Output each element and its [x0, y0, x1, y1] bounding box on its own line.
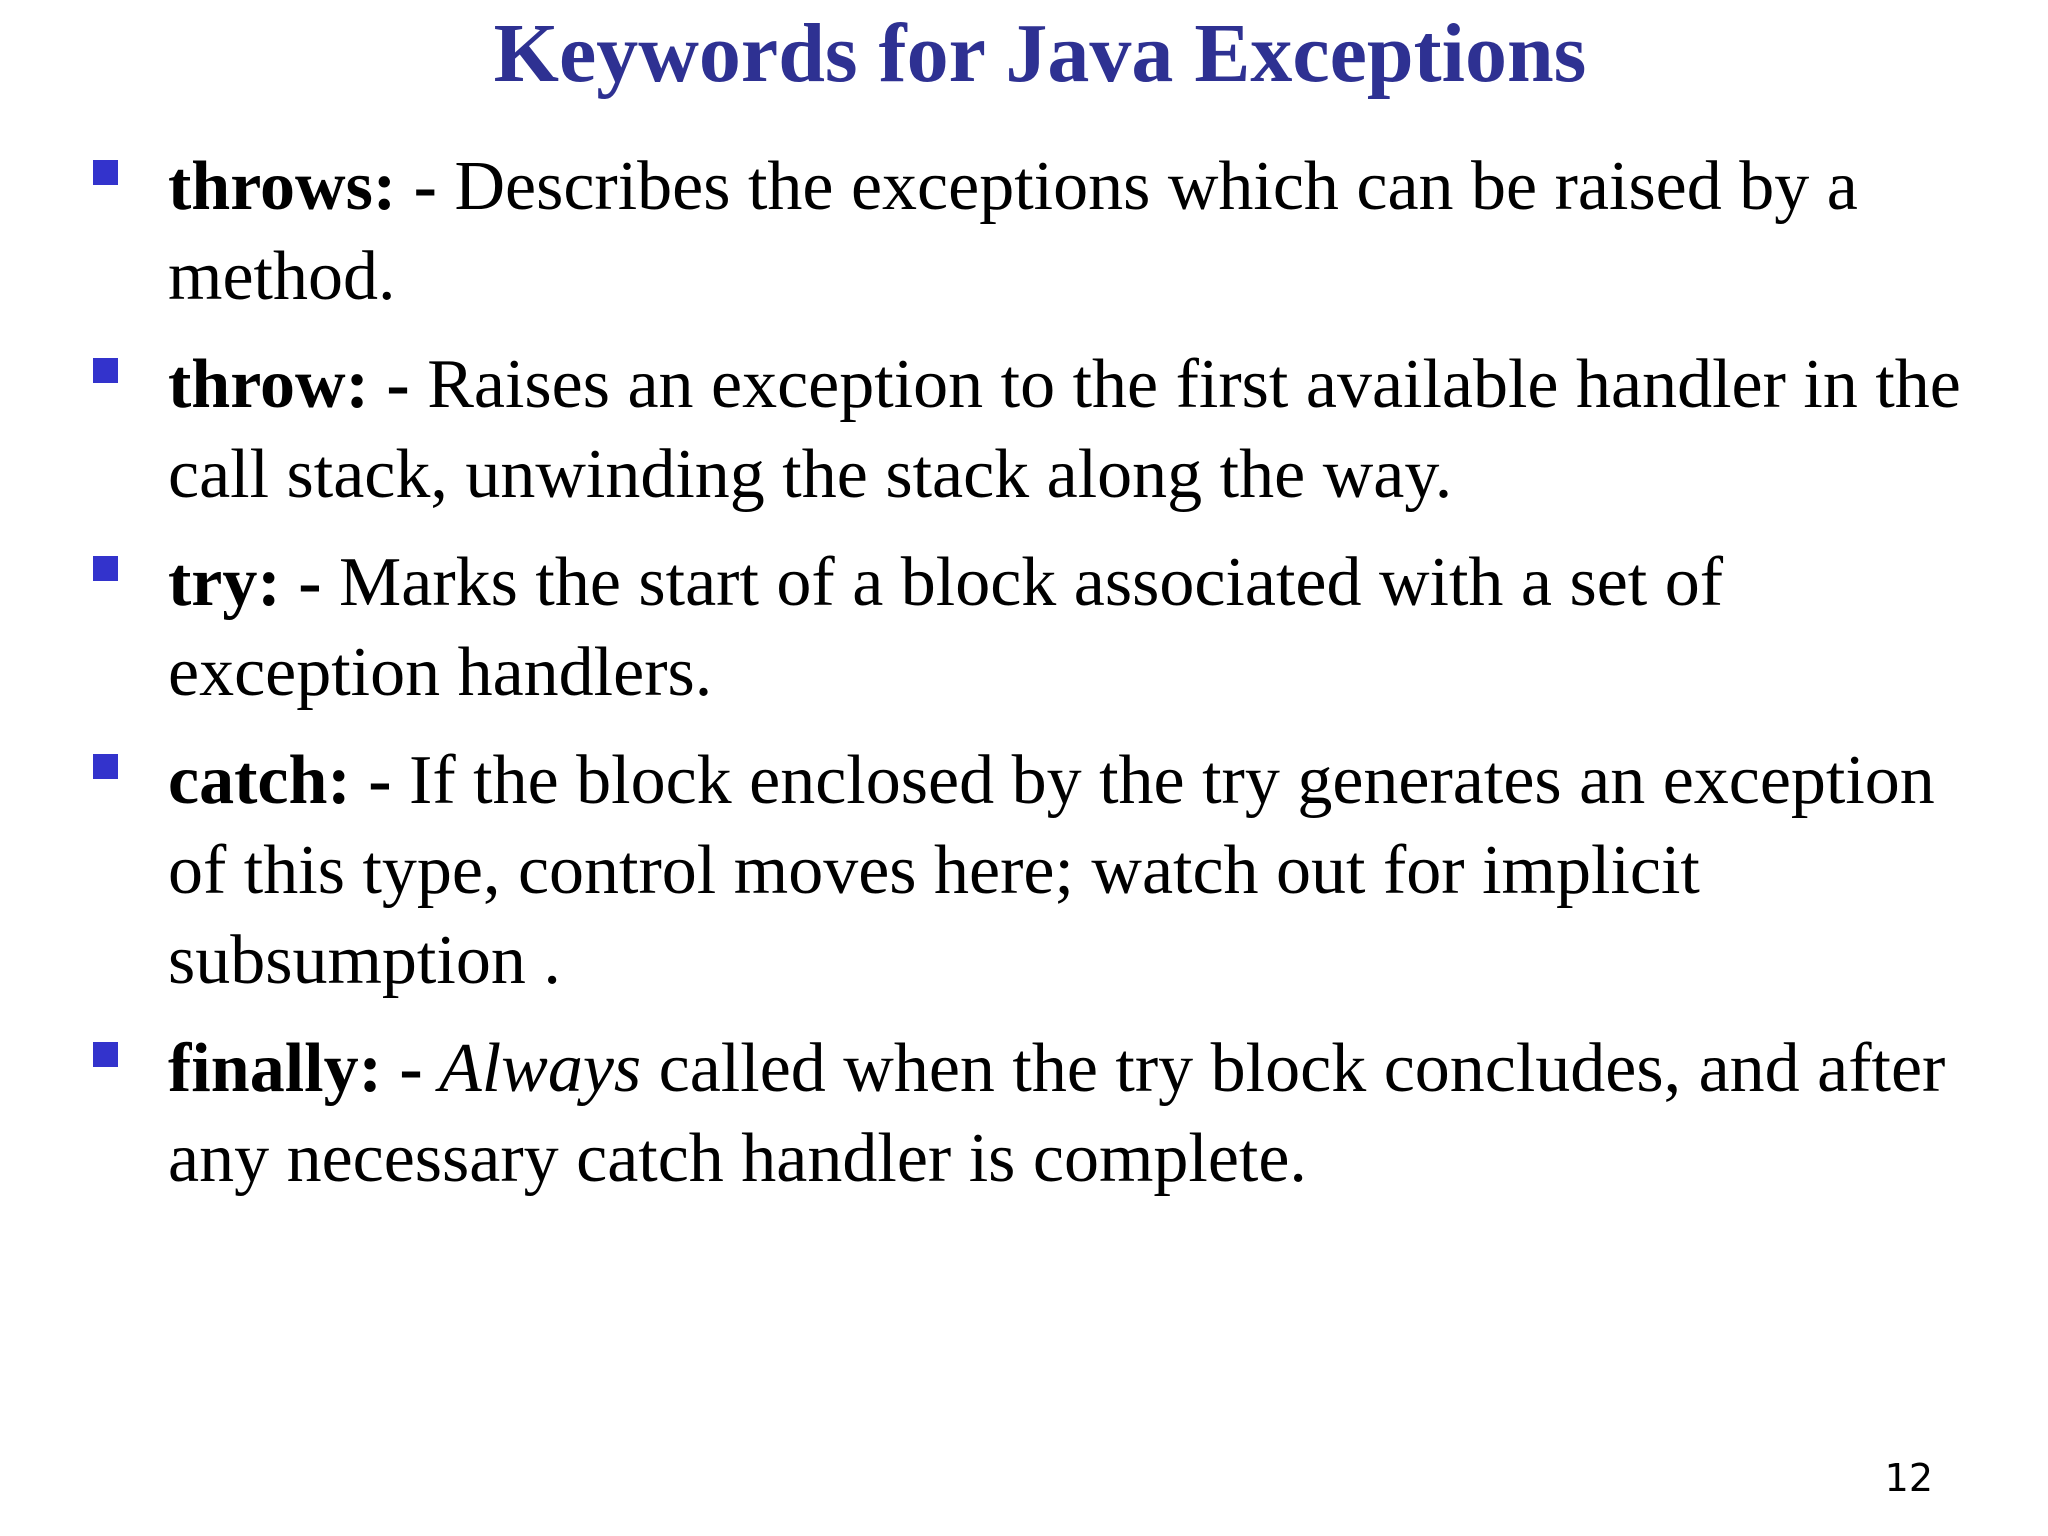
bullet-keyword: try: -	[168, 544, 322, 621]
bullet-item-catch	[0, 736, 2048, 1006]
square-bullet-icon	[93, 556, 118, 581]
bullet-keyword: catch: -	[168, 742, 392, 819]
bullet-keyword: throw: -	[168, 346, 410, 423]
bullet-text: If the block enclosed by the try generates an exception of this type, control moves here; watch out for implicit subsumption .	[168, 742, 1935, 999]
bullet-text: Raises an exception to the first available handler in the call stack, unwinding the stack along the way.	[168, 346, 1961, 513]
slide-title: Keywords for Java Exceptions	[493, 7, 1587, 100]
bullet-item-try	[0, 538, 2048, 718]
bullet-text: Describes the exceptions which can be raised by a method.	[168, 148, 1858, 315]
bullet-keyword: throws: -	[168, 148, 437, 225]
bullet-text: Marks the start of a block associated with a set of exception handlers.	[168, 544, 1724, 711]
square-bullet-icon	[93, 1042, 118, 1067]
bullet-item-throw	[0, 340, 2048, 520]
square-bullet-icon	[93, 358, 118, 383]
bullet-item-finally	[0, 1024, 2048, 1204]
square-bullet-icon	[93, 754, 118, 779]
bullet-item-throws	[0, 142, 2048, 322]
bullet-list	[0, 142, 2048, 1222]
bullet-emphasis: Always	[422, 1030, 642, 1107]
page-number: 12	[1884, 1456, 1933, 1500]
bullet-keyword: finally: -	[168, 1030, 423, 1107]
bullet-text: called when the try block concludes, and after any necessary catch handler is complete.	[168, 1030, 1946, 1197]
square-bullet-icon	[93, 160, 118, 185]
